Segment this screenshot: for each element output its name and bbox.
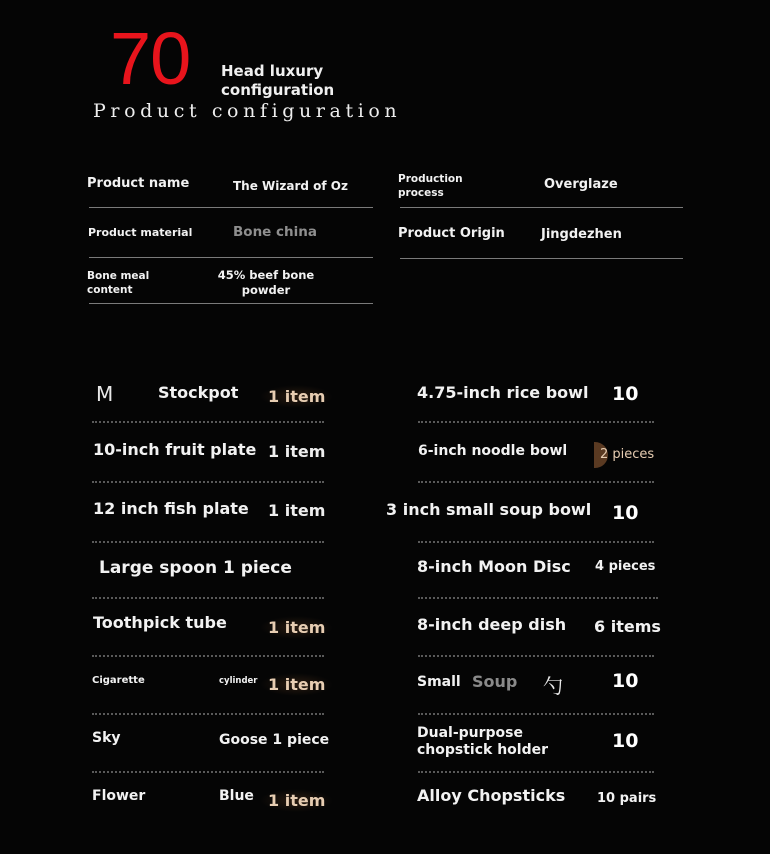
divider [400,258,683,259]
fish-plate-qty: 1 item [268,501,326,520]
divider [89,207,373,208]
dotted-divider [418,655,654,657]
subtitle-line-2: configuration [221,81,335,99]
headline-subtitle [221,62,334,100]
dotted-divider [92,541,324,543]
dotted-divider [418,541,654,543]
chopsticks-qty: 10 pairs [597,791,657,806]
moon-disc-item: 8-inch Moon Disc [417,557,571,576]
bone-meal-value [210,268,322,298]
cigarette-qty: 1 item [260,673,333,696]
sky-item: Sky [92,730,121,746]
bone-meal-label-line1: Bone meal [87,270,150,282]
goose-item: Goose 1 piece [219,732,330,748]
dotted-divider [92,421,324,423]
flower-qty: 1 item [260,789,333,812]
large-spoon-item: Large spoon 1 piece [99,558,292,578]
small-item: Small [417,674,461,690]
flower-item: Flower [92,788,146,804]
fruit-plate-item: 10-inch fruit plate [93,440,257,459]
bone-meal-label [87,269,149,297]
divider [400,207,683,208]
section-title: Product configuration [93,100,402,122]
chopstick-holder-line2: chopstick holder [417,742,549,758]
dotted-divider [92,771,324,773]
dotted-divider [418,481,654,483]
deep-dish-qty: 6 items [594,617,661,636]
rice-bowl-qty: 10 [612,383,639,405]
product-origin-value: Jingdezhen [541,227,622,242]
ladle-glyph: 勺 [543,674,563,698]
bone-meal-value-line2: powder [241,283,291,297]
stockpot-qty: 1 item [260,385,333,408]
small-soup-qty: 10 [612,670,639,692]
fish-plate-item: 12 inch fish plate [93,499,249,518]
headline-number: 70 [110,17,191,100]
chopstick-holder-qty: 10 [612,730,639,752]
toothpick-qty: 1 item [260,616,333,639]
dotted-divider [92,713,324,715]
chopstick-holder-line1: Dual-purpose [417,725,524,741]
product-origin-label: Product Origin [398,226,505,241]
rice-bowl-item: 4.75-inch rice bowl [417,383,589,402]
production-process-label [398,172,463,200]
product-name-value: The Wizard of Oz [233,179,348,193]
production-process-label-line2: process [398,187,444,199]
soup-bowl-item: 3 inch small soup bowl [386,500,592,519]
divider [89,303,373,304]
dotted-divider [92,597,324,599]
dotted-divider [418,421,654,423]
noodle-bowl-qty: 2 pieces [600,447,655,462]
bone-meal-value-line1: 45% beef bone [217,268,315,282]
soup-item: Soup [472,672,518,691]
noodle-bowl-item: 6-inch noodle bowl [418,443,568,459]
production-process-label-line1: Production [398,173,463,185]
toothpick-item: Toothpick tube [93,613,227,632]
bone-meal-label-line2: content [87,284,133,296]
stockpot-item: Stockpot [158,383,239,402]
dotted-divider [92,481,324,483]
product-name-label: Product name [87,176,190,191]
chopsticks-item: Alloy Chopsticks [417,786,566,805]
production-process-value: Overglaze [544,177,618,192]
chopstick-holder-item [417,725,548,759]
subtitle-line-1: Head luxury [221,62,324,80]
dotted-divider [92,655,324,657]
cigarette-item: Cigarette [92,675,145,686]
product-material-label: Product material [88,226,193,239]
fruit-plate-qty: 1 item [268,442,326,461]
cylinder-item: cylinder [219,676,258,686]
product-material-value: Bone china [233,224,317,240]
dotted-divider [418,713,654,715]
dotted-divider [418,771,654,773]
deep-dish-item: 8-inch deep dish [417,615,567,634]
stockpot-prefix: M [96,382,114,406]
divider [89,257,373,258]
blue-item: Blue [219,788,254,804]
dotted-divider [418,597,658,599]
moon-disc-qty: 4 pieces [595,559,656,574]
soup-bowl-qty: 10 [612,502,639,524]
